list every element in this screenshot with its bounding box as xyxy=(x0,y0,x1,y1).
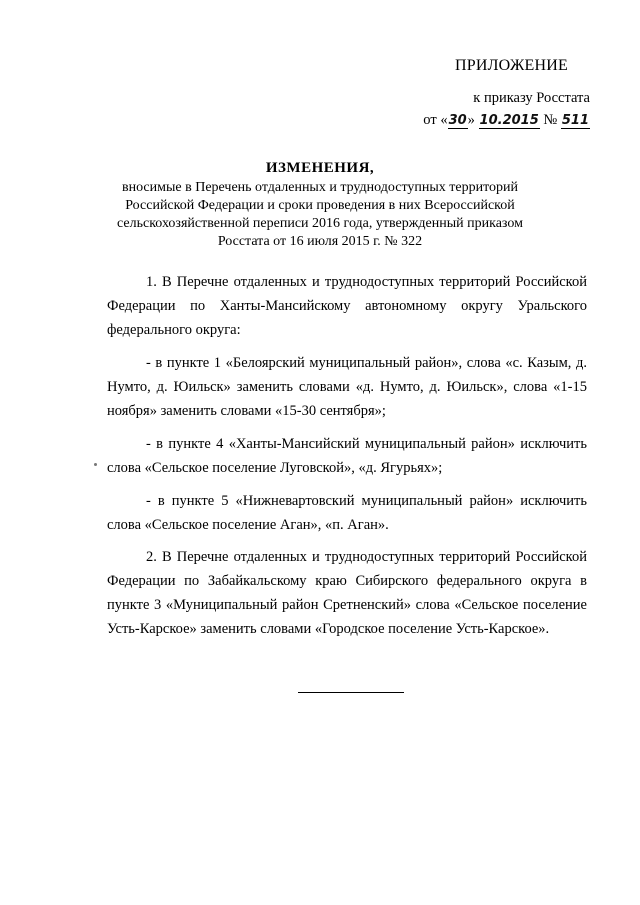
paragraph-subitem-1: - в пункте 1 «Белоярский муниципальный район», слова «с. Казым, д. Нумто, д. Юильск» заменить словами «д. Нумто, д. Юильск», слова «1-15 ноября» заменить словами «15-30 сентября»; xyxy=(107,355,587,419)
margin-speck xyxy=(94,463,97,466)
subtitle-line: вносимые в Перечень отдаленных и труднодоступных территорий xyxy=(121,180,519,195)
document-body xyxy=(107,270,587,641)
date-mid: » xyxy=(467,112,475,128)
handwritten-number: 511 xyxy=(561,113,589,128)
appendix-date-line xyxy=(423,112,590,129)
document-title: ИЗМЕНЕНИЯ, xyxy=(265,160,375,176)
subtitle-line: Российской Федерации и сроки проведения в них Всероссийской xyxy=(125,198,515,213)
paragraph-item-1: 1. В Перечне отдаленных и труднодоступных территорий Российской Федерации по Ханты-Мансийскому автономному округу Уральского федерального округа: xyxy=(107,274,587,338)
date-prefix: от « xyxy=(423,112,448,128)
paragraph-subitem-4: - в пункте 4 «Ханты-Мансийский муниципальный район» исключить слова «Сельское поселение Луговской», «д. Ягурьях»; xyxy=(107,436,587,476)
document-subtitle xyxy=(100,179,540,251)
paragraph-item-2: 2. В Перечне отдаленных и труднодоступных территорий Российской Федерации по Забайкальскому краю Сибирского федерального округа в пункте 3 «Муниципальный район Сретненский» слова «Сельское поселение Усть-Карское» заменить словами «Городское поселение Усть-Карское». xyxy=(107,549,587,637)
paragraph-subitem-5: - в пункте 5 «Нижневартовский муниципальный район» исключить слова «Сельское поселение Аган», «п. Аган». xyxy=(107,493,587,533)
subtitle-line: сельскохозяйственной переписи 2016 года, утвержденный приказом xyxy=(117,216,523,231)
appendix-title: ПРИЛОЖЕНИЕ xyxy=(454,57,568,74)
appendix-reference: к приказу Росстата xyxy=(473,90,590,106)
handwritten-day: 30 xyxy=(448,113,467,128)
handwritten-month-year: 10.2015 xyxy=(479,113,539,128)
number-prefix: № xyxy=(543,112,558,128)
subtitle-line: Росстата от 16 июля 2015 г. № 322 xyxy=(217,234,423,249)
closing-rule xyxy=(298,692,404,693)
